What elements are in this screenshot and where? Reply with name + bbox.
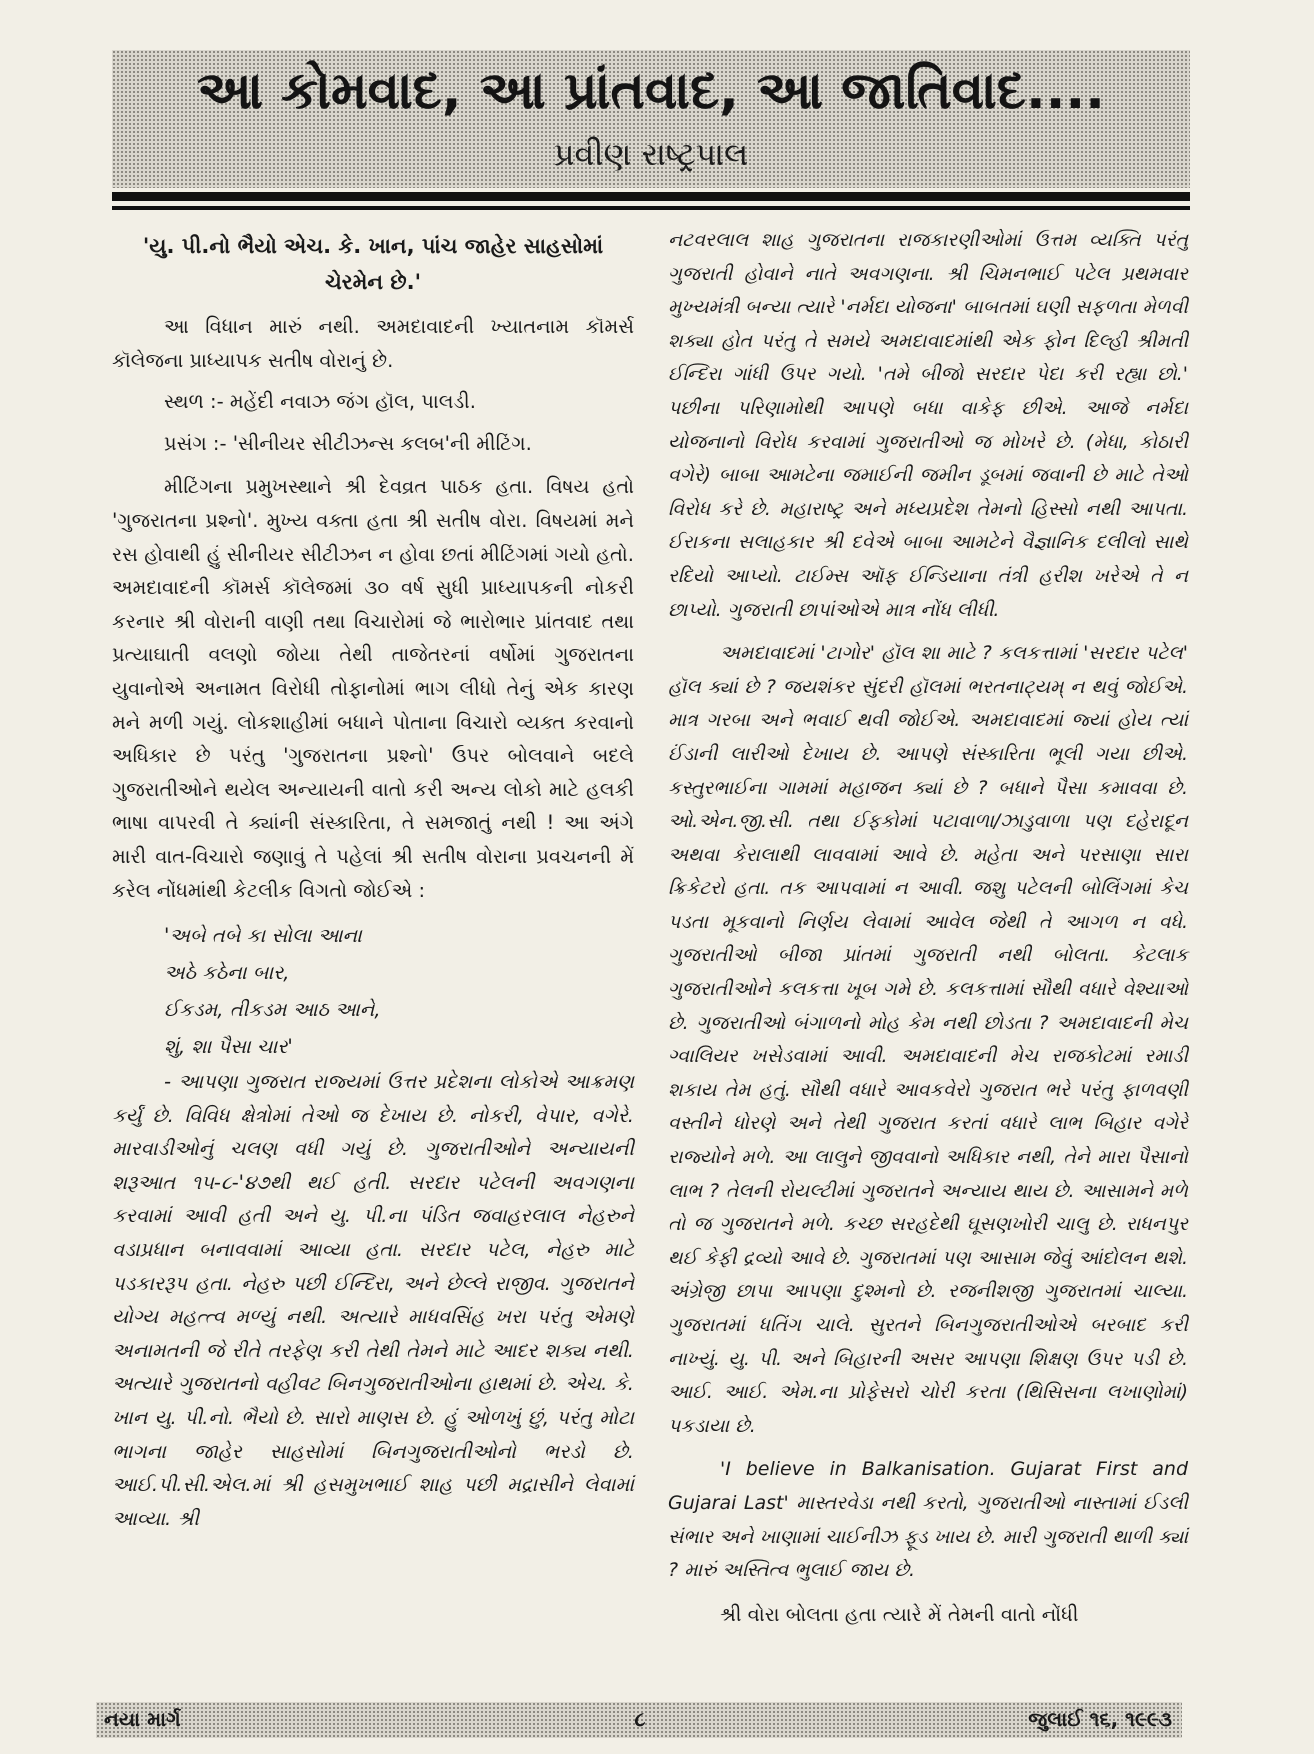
quote-heading: 'યુ. પી.નો ભૈયો એચ. કે. ખાન, પાંચ જાહેર સાહસોમાં ચેરમેન છે.'	[142, 234, 604, 294]
paragraph: નટવરલાલ શાહ ગુજરાતના રાજકારણીઓમાં ઉત્તમ વ્યક્તિ પરંતુ ગુજરાતી હોવાને નાતે અવગણના. શ્રી ચિમનભાઈ પટેલ પ્રથમવાર મુખ્યમંત્રી બન્યા ત્યારે 'નર્મદા યોજના' બાબતમાં ઘણી સફળતા મેળવી શક્યા હોત પરંતુ તે સમયે અમદાવાદમાંથી એક ફોન દિલ્હી શ્રીમતી ઈન્દિરા ગાંધી ઉપર ગયો. 'તમે બીજો સરદાર પેદા કરી રહ્યા છો.' પછીના પરિણામોથી આપણે બધા વાકેફ છીએ. આજે નર્મદા યોજનાનો વિરોધ કરવામાં ગુજરાતીઓ જ મોખરે છે. (મેધા, કોઠારી વગેરે) બાબા આમટેના જમાઈની જમીન ડૂબમાં જવાની છે માટે તેઓ વિરોધ કરે છે. મહારાષ્ટ્ર અને મધ્યપ્રદેશ તેમનો હિસ્સો નથી આપતા. ઈરાકના સલાહકાર શ્રી દવેએ બાબા આમટેને વૈજ્ઞાનિક દલીલો સાથે રદિયો આપ્યો. ટાઈમ્સ ઑફ ઈન્ડિયાના તંત્રી હરીશ ખરેએ તે ન છાપ્યો. ગુજરાતી છાપાંઓએ માત્ર નોંધ લીધી.	[668, 229, 1188, 621]
article-title: આ કોમવાદ, આ પ્રાંતવાદ, આ જાતિવાદ....	[197, 61, 1105, 121]
paragraph: 'I believe in Balkanisation. Gujarat First and Gujarai Last' માસ્તરવેડા નથી કરતો, ગુજરાતીઓ નાસ્તામાં ઈડલી સંભાર અને ખાણામાં ચાઈનીઝ ફૂડ ખાય છે. મારી ગુજરાતી થાળી ક્યાં ? મારું અસ્તિત્વ ભુલાઈ જાય છે.	[668, 1458, 1188, 1582]
author-name: પ્રવીણ રાષ્ટ્રપાલ	[553, 135, 749, 173]
paragraph: મીટિંગના પ્રમુખસ્થાને શ્રી દેવવ્રત પાઠક હતા. વિષય હતો 'ગુજરાતના પ્રશ્નો'. મુખ્ય વક્તા હતા શ્રી સતીષ વોરા. વિષયમાં મને રસ હોવાથી હું સીનીયર સીટીઝન ન હોવા છતાં મીટિંગમાં ગયો હતો. અમદાવાદની કૉમર્સ કૉલેજમાં ૩૦ વર્ષ સુધી પ્રાધ્યાપકની નોકરી કરનાર શ્રી વોરાની વાણી તથા વિચારોમાં જે ભારોભાર પ્રાંતવાદ તથા પ્રત્યાઘાતી વલણો જોયા તેથી તાજેતરનાં વર્ષોમાં ગુજરાતના યુવાનોએ અનામત વિરોધી તોફાનોમાં ભાગ લીધો તેનું એક કારણ મને મળી ગયું. લોકશાહીમાં બધાને પોતાના વિચારો વ્યક્ત કરવાનો અધિકાર છે પરંતુ 'ગુજરાતના પ્રશ્નો' ઉપર બોલવાને બદલે ગુજરાતીઓને થયેલ અન્યાયની વાતો કરી અન્ય લોકો માટે હલકી ભાષા વાપરવી તે ક્યાંની સંસ્કારિતા, તે સમજાતું નથી ! આ અંગે મારી વાત-વિચારો જણાવું તે પહેલાં શ્રી સતીષ વોરાના પ્રવચનની મેં કરેલ નોંધમાંથી કેટલીક વિગતો જોઈએ :	[112, 475, 634, 902]
verse-line: ઈકડમ, તીકડમ આઠ આને,	[164, 998, 381, 1022]
issue-date: જુલાઈ ૧૬, ૧૯૯૩	[1028, 1707, 1172, 1731]
left-column	[112, 224, 634, 1535]
verse-line: શું, શા પૈસા ચાર'	[164, 1035, 293, 1059]
paragraph: - આપણા ગુજરાત રાજ્યમાં ઉત્તર પ્રદેશના લોકોએ આક્રમણ કર્યું છે. વિવિધ ક્ષેત્રોમાં તેઓ જ દેખાય છે. નોકરી, વેપાર, વગેરે. મારવાડીઓનું ચલણ વધી ગયું છે. ગુજરાતીઓને અન્યાયની શરૂઆત ૧૫-૮-'૪૭થી થઈ હતી. સરદાર પટેલની અવગણના કરવામાં આવી હતી અને યુ. પી.ના પંડિત જવાહરલાલ નેહરુને વડાપ્રધાન બનાવવામાં આવ્યા હતા. સરદાર પટેલ, નેહરુ માટે પડકારરૂપ હતા. નેહરુ પછી ઈન્દિરા, અને છેલ્લે રાજીવ. ગુજરાતને યોગ્ય મહત્ત્વ મળ્યું નથી. અત્યારે માધવસિંહ ખરા પરંતુ એમણે અનામતની જે રીતે તરફેણ કરી તેથી તેમને માટે આદર શક્ય નથી. અત્યારે ગુજરાતનો વહીવટ બિનગુજરાતીઓના હાથમાં છે. એચ. કે. ખાન યુ. પી.નો. ભૈયો છે. સારો માણસ છે. હું ઓળખું છું, પરંતુ મોટા ભાગના જાહેર સાહસોમાં બિનગુજરાતીઓનો ભરડો છે. આઈ.પી.સી.એલ.માં શ્રી હસમુખભાઈ શાહ પછી મદ્રાસીને લેવામાં આવ્યા. શ્રી	[112, 1070, 634, 1530]
header-rule-thick	[112, 192, 1190, 201]
publication-name: નયા માર્ગ	[104, 1707, 181, 1731]
paragraph: આ વિધાન મારું નથી. અમદાવાદની ખ્યાતનામ કૉમર્સ કૉલેજના પ્રાધ્યાપક સતીષ વોરાનું છે.	[112, 315, 634, 372]
verse-block	[112, 917, 634, 1065]
verse-line: 'અબે તબે કા સોલા આના	[164, 924, 362, 948]
right-column	[668, 224, 1188, 1631]
page-number: ૮	[634, 1707, 646, 1731]
header-rule-thin	[112, 206, 1190, 210]
occasion-line: પ્રસંગ :- 'સીનીયર સીટીઝન્સ કલબ'ની મીટિંગ.	[164, 431, 532, 455]
paragraph: અમદાવાદમાં 'ટાગોર' હૉલ શા માટે ? કલકત્તામાં 'સરદાર પટેલ' હૉલ ક્યાં છે ? જયશંકર સુંદરી હૉલમાં ભરતનાટ્યમ્ ન થવું જોઈએ. માત્ર ગરબા અને ભવાઈ થવી જોઈએ. અમદાવાદમાં જ્યાં હોય ત્યાં ઈંડાની લારીઓ દેખાય છે. આપણે સંસ્કારિતા ભૂલી ગયા છીએ. કસ્તુરભાઈના ગામમાં મહાજન ક્યાં છે ? બધાને પૈસા કમાવવા છે. ઓ.એન.જી.સી. તથા ઈફકોમાં પટાવાળા/ઝાડુવાળા પણ દહેરાદૂન અથવા કેરાલાથી લાવવામાં આવે છે. મહેતા અને પરસાણા સારા ક્રિકેટરો હતા. તક આપવામાં ન આવી. જશુ પટેલની બોલિંગમાં કેચ પડતા મૂકવાનો નિર્ણય લેવામાં આવેલ જેથી તે આગળ ન વધે. ગુજરાતીઓ બીજા પ્રાંતમાં ગુજરાતી નથી બોલતા. કેટલાક ગુજરાતીઓને કલકત્તા ખૂબ ગમે છે. કલકત્તામાં સૌથી વધારે વેશ્યાઓ છે. ગુજરાતીઓ બંગાળનો મોહ કેમ નથી છોડતા ? અમદાવાદની મેચ ગ્વાલિયર ખસેડવામાં આવી. અમદાવાદની મેચ રાજકોટમાં રમાડી શકાય તેમ હતું. સૌથી વધારે આવકવેરો ગુજરાત ભરે પરંતુ ફાળવણી વસ્તીને ધોરણે અને તેથી ગુજરાત કરતાં વધારે લાભ બિહાર વગેરે રાજ્યોને મળે. આ લાલુને જીવવાનો અધિકાર નથી, તેને મારા પૈસાનો લાભ ? તેલની રોયલ્ટીમાં ગુજરાતને અન્યાય થાય છે. આસામને મળે તો જ ગુજરાતને મળે. કચ્છ સરહદેથી ઘૂસણખોરી ચાલુ છે. રાધનપુર થઈ કેફી દ્રવ્યો આવે છે. ગુજરાતમાં પણ આસામ જેવું આંદોલન થશે. અંગ્રેજી છાપા આપણા દુશ્મનો છે. રજનીશજી ગુજરાતમાં ચાલ્યા. ગુજરાતમાં ધતિંગ ચાલે. સુરતને બિનગુજરાતીઓએ બરબાદ કરી નાખ્યું. યુ. પી. અને બિહારની અસર આપણા શિક્ષણ ઉપર પડી છે. આઈ. આઈ. એમ.ના પ્રોફેસરો ચોરી કરતા (થિસિસના લખાણોમાં) પકડાયા છે.	[668, 642, 1188, 1437]
venue-line: સ્થળ :- મહેંદી નવાઝ જંગ હૉલ, પાલડી.	[164, 390, 476, 414]
paragraph: શ્રી વોરા બોલતા હતા ત્યારે મેં તેમની વાતો નોંધી	[720, 1602, 1079, 1626]
verse-line: અઠે કઠેના બાર,	[164, 961, 290, 985]
